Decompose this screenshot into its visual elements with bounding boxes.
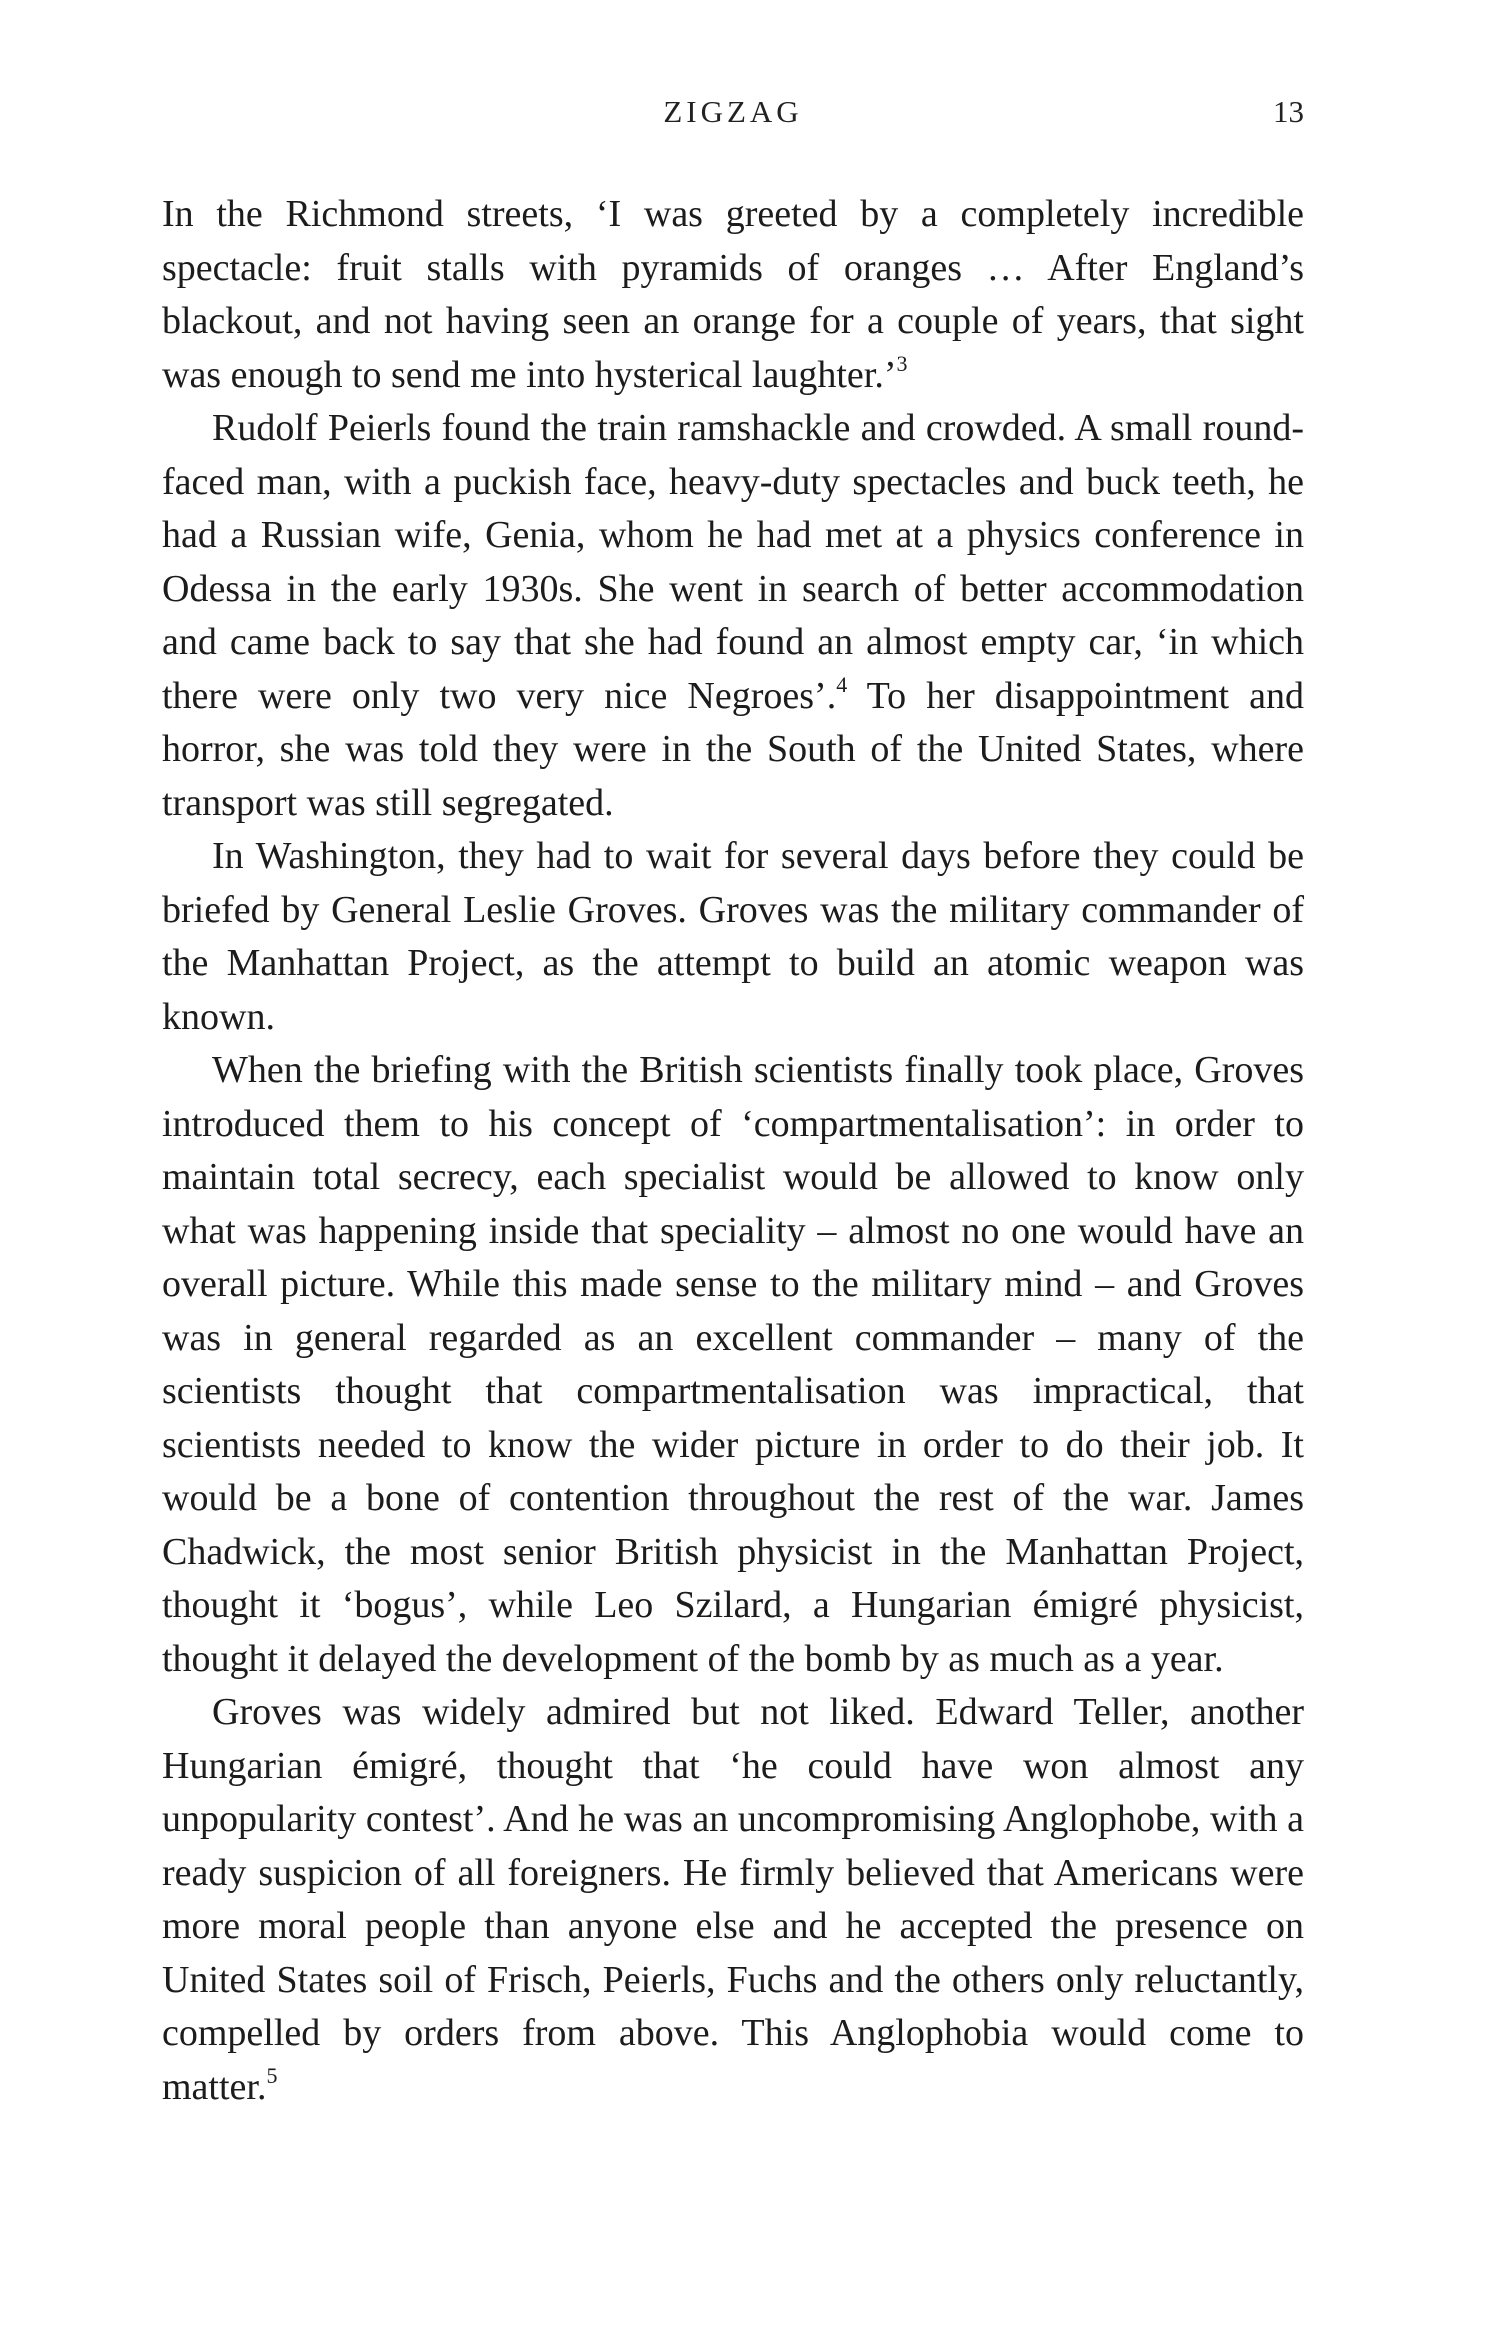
paragraph-1-text: In the Richmond streets, ‘I was greeted by a completely incredible spectacle: fruit stalls with pyramids of oranges … After England’s blackout, and not having seen an orange for a couple of years, that sight was enough to send me into hysterical laughter.’ [162, 193, 1304, 396]
paragraph-5 [162, 1686, 1304, 2114]
page-header [162, 88, 1304, 148]
footnote-ref-3: 3 [896, 350, 908, 376]
paragraph-4-text: When the briefing with the British scientists finally took place, Groves introduced them to his concept of ‘compartmentalisation’: in order to maintain total secrecy, each specialist would be allowed to know only what was happening inside that speciality – almost no one would have an overall picture. While this made sense to the military mind – and Groves was in general regarded as an excellent commander – many of the scientists thought that compartmentalisation was impractical, that scientists needed to know the wider picture in order to do their job. It would be a bone of contention throughout the rest of the war. James Chadwick, the most senior British physicist in the Manhattan Project, thought it ‘bogus’, while Leo Szilard, a Hungarian émigré physicist, thought it delayed the development of the bomb by as much as a year. [162, 1049, 1304, 1680]
book-page [162, 88, 1304, 2114]
paragraph-1 [162, 188, 1304, 402]
paragraph-5-text: Groves was widely admired but not liked. Edward Teller, another Hungarian émigré, thought that ‘he could have won almost any unpopularity contest’. And he was an uncompromising Anglophobe, with a ready suspicion of all foreigners. He firmly believed that Americans were more moral people than anyone else and he accepted the presence on United States soil of Frisch, Peierls, Fuchs and the others only reluctantly, compelled by orders from above. This Anglophobia would come to matter. [162, 1691, 1304, 2108]
paragraph-3-text: In Washington, they had to wait for several days before they could be briefed by General Leslie Groves. Groves was the military commander of the Manhattan Project, as the attempt to build an atomic weapon was known. [162, 835, 1304, 1038]
paragraph-2-text-a: Rudolf Peierls found the train ramshackle and crowded. A small round-faced man, with a puckish face, heavy-duty spectacles and buck teeth, he had a Russian wife, Genia, whom he had met at a physics conference in Odessa in the early 1930s. She went in search of better accommodation and came back to say that she had found an almost empty car, ‘in which there were only two very nice Negroes’. [162, 407, 1304, 717]
paragraph-2-text-b: To her disappointment and horror, she was told they were in the South of the United States, where transport was still segregated. [162, 674, 1304, 824]
running-head: ZIGZAG [663, 94, 803, 129]
footnote-ref-5: 5 [266, 2062, 278, 2088]
paragraph-2 [162, 402, 1304, 830]
footnote-ref-4: 4 [836, 671, 848, 697]
page-number: 13 [1273, 94, 1304, 129]
body-text [162, 188, 1304, 2114]
paragraph-3 [162, 830, 1304, 1044]
paragraph-4 [162, 1044, 1304, 1686]
